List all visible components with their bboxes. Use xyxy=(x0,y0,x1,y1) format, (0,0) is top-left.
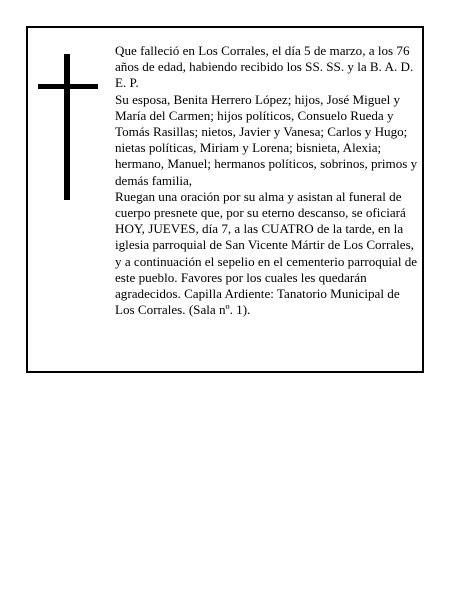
notice-paragraph-family: Su esposa, Benita Herrero López; hijos, José Miguel y María del Carmen; hijos políticos, Consuelo Rueda y Tomás Rasillas; nietos, Javier y Vanesa; Carlos y Hugo; nietas políticas, Miriam y Lorena; bisnieta, Alexia; hermano, Manuel; hermanos políticos, sobrinos, primos y demás familia, xyxy=(115,91,418,188)
notice-text xyxy=(115,43,420,318)
cross-horizontal-bar xyxy=(38,84,98,89)
cross-vertical-bar xyxy=(64,54,70,200)
notice-paragraph-death: Que falleció en Los Corrales, el día 5 de marzo, a los 76 años de edad, habiendo recibido los SS. SS. y la B. A. D. E. P. xyxy=(115,43,414,91)
obituary-notice xyxy=(26,26,424,373)
latin-cross-icon xyxy=(38,54,98,200)
notice-paragraph-funeral: Ruegan una oración por su alma y asistan al funeral de cuerpo presnete que, por su eterno descanso, se oficiará HOY, JUEVES, día 7, a las CUATRO de la tarde, en la iglesia parroquial de San Vicente Mártir de Los Corrales, y a continuación el sepelio en el cementerio parroquial de este pueblo. Favores por los cuales les quedarán agradecidos. Capilla Ardiente: Tanatorio Municipal de Los Corrales. (Sala nº. 1). xyxy=(115,188,418,318)
